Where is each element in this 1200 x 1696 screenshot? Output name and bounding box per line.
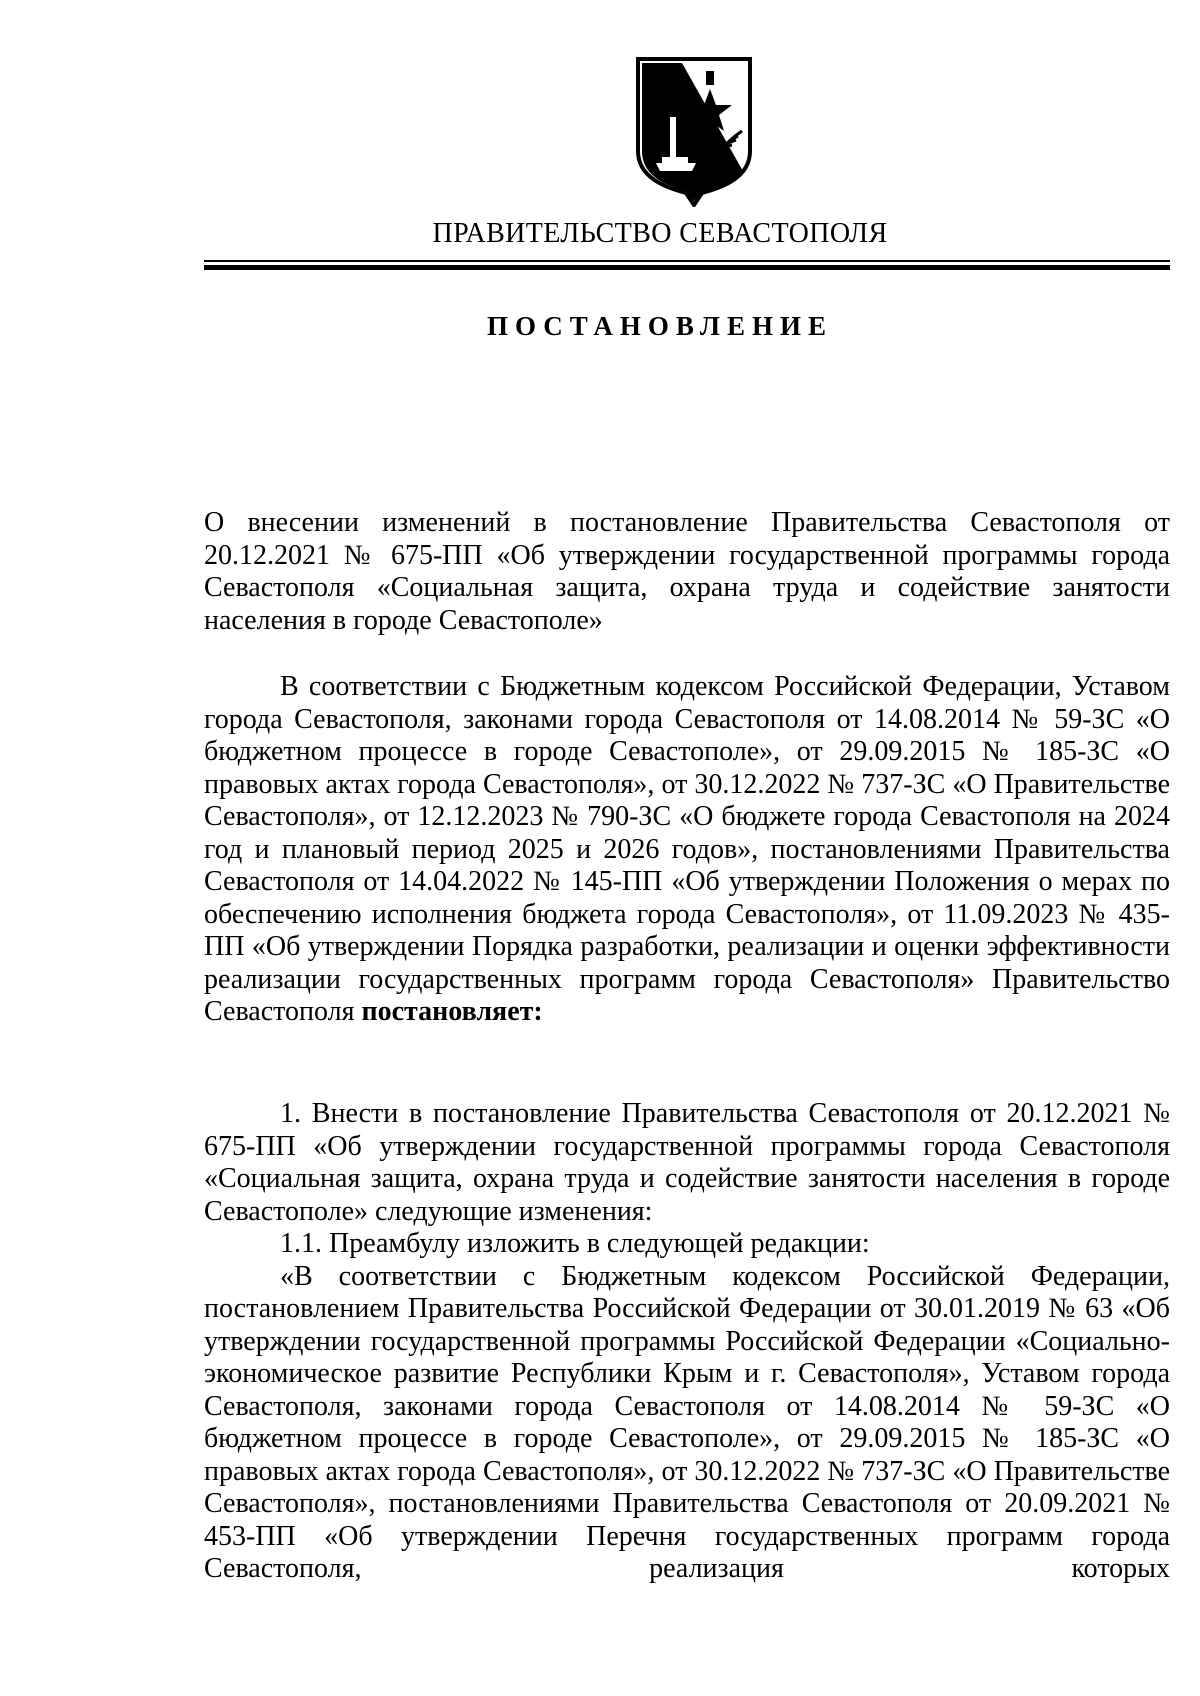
item-1-1-quoted-text: «В соответствии с Бюджетным кодексом Российской Федерации, постановлением Правительства Российской Федерации от 30.01.2019 № 63 «Об утверждении государственной программы Российской Федерации «Социально-экономическое развитие Республики Крым и г. Севастополя», Уставом города Севастополя, законами города Севастополя от 14.08.2014 № 59-ЗС «О бюджетном процессе в городе Севастополе», от 29.09.2015 № 185-ЗС «О правовых актах города Севастополя», от 30.12.2022 № 737-ЗС «О Правительстве Севастополя», постановлениями Правительства Севастополя от 20.09.2021 № 453-ПП «Об утверждении Перечня государственных программ города Севастополя, реализация которых (204, 1260, 1170, 1584)
decree-word: постановляет: (361, 996, 543, 1027)
item-1-1-paragraph: 1.1. Преамбулу изложить в следующей редакции: (280, 1228, 870, 1259)
decree-items (204, 1098, 1170, 1586)
document-type-heading: ПОСТАНОВЛЕНИЕ (486, 311, 834, 341)
preamble-text: В соответствии с Бюджетным кодексом Российской Федерации, Уставом города Севастополя, законами города Севастополя от 14.08.2014 № 59-ЗС «О бюджетном процессе в городе Севастополе», от 29.09.2015 № 185-ЗС «О правовых актах города Севастополя», от 30.12.2022 № 737-ЗС «О Правительстве Севастополя», от 12.12.2023 № 790-ЗС «О бюджете города Севастополя на 2024 год и плановый период 2025 и 2026 годов», постановлениями Правительства Севастополя от 14.04.2022 № 145-ПП «Об утверждении Положения о мерах по обеспечению исполнения бюджета города Севастополя», от 11.09.2023 № 435-ПП «Об утверждении Порядка разработки, реализации и оценки эффективности реализации государственных программ города Севастополя» Правительство Севастополя (204, 671, 1170, 1027)
header-divider-thick (204, 265, 1170, 270)
subject-title-text: О внесении изменений в постановление Правительства Севастополя от 20.12.2021 № 675-ПП «Об утверждении государственной программы города Севастополя «Социальная защита, охрана труда и содействие занятости населения в городе Севастополе» (204, 507, 1170, 636)
sevastopol-coat-of-arms-emblem (632, 55, 756, 207)
header-divider-thin (204, 260, 1170, 262)
document-subject-title (204, 507, 1170, 637)
organization-title: ПРАВИТЕЛЬСТВО СЕВАСТОПОЛЯ (432, 218, 888, 249)
preamble-paragraph (204, 671, 1170, 1029)
item-1-paragraph: 1. Внести в постановление Правительства Севастополя от 20.12.2021 № 675-ПП «Об утверждении государственной программы города Севастополя «Социальная защита, охрана труда и содействие занятости населения в городе Севастополе» следующие изменения: (204, 1098, 1170, 1227)
